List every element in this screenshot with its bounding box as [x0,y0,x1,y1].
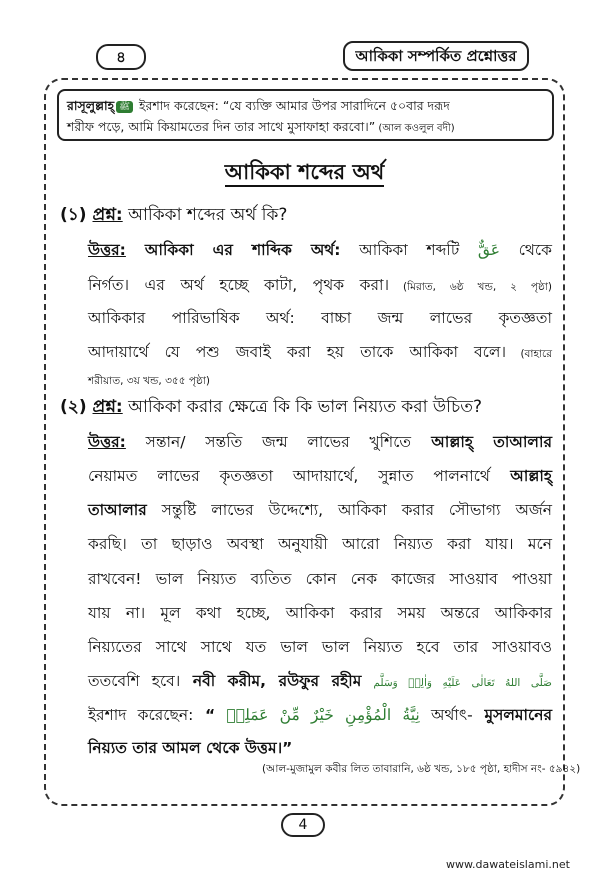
question-1-number: (১) [60,205,87,225]
answer-2-line-7 [88,635,552,661]
answer-2-text-5: রাখবেন! ভাল নিয়্যত ব্যতিত কোন নেক কাজের সাওয়াব পাওয়া [88,570,552,588]
answer-2-line-6 [88,601,552,627]
hadith-lead: রাসূলুল্লাহ্ [67,98,115,113]
answer-1-text-2: নির্গত। এর অর্থ হচ্ছে কাটা, পৃথক করা। [88,276,390,294]
section-title [44,156,565,191]
answer-2-label: উত্তর: [88,433,126,451]
answer-1-line-1 [88,238,552,264]
answer-2-text-4: করছি। তা ছাড়াও অবস্থা অনুযায়ী আরো নিয়্যত করা যায়। মনে [88,535,552,553]
website-url: www.dawateislami.net [446,858,570,871]
answer-2-text-7: নিয়্যতের সাথে সাথে যত ভাল ভাল নিয়্যত হবে তার সাওয়াবও [88,638,552,656]
answer-2-line-8 [88,669,552,695]
answer-2-text-9: ইরশাদ করেছেন: [88,706,194,724]
answer-1-text-3: আকিকার পারিভাষিক অর্থ: বাচ্চা জন্ম লাভের কৃতজ্ঞতা [88,309,552,327]
question-1-text: আকিকা শব্দের অর্থ কি? [122,205,288,225]
answer-2-line-4 [88,532,552,558]
arthat-text: অর্থাৎ- [430,706,473,724]
page-number-badge: ৪ [96,44,146,70]
hadith-text-1: ইরশাদ করেছেন: “যে ব্যক্তি আমার উপর সারাদিনে ৫০বার দরূদ [135,98,450,113]
allah-name-2: আল্লাহ্ [489,467,552,485]
answer-1-ref-1: (মিরাত, ৬ষ্ঠ খন্ড, ২ পৃষ্ঠা) [389,281,552,293]
arabic-root-word: عَقٌّ [477,241,501,259]
answer-2-line-9 [88,703,552,729]
hadith-line-1 [67,95,544,116]
answer-2-text-6: যায় না। মূল কথা হচ্ছে, আকিকা করার সময় অন্তরে আকিকার [88,604,552,622]
answer-1-label: উত্তর: [88,241,126,259]
answer-1-line-4 [88,340,552,366]
answer-1-line-5 [88,370,552,391]
answer-2-line-2 [88,464,552,490]
saw-mark: ﷺ [116,101,133,113]
question-2-number: (২) [60,397,87,417]
hadith-arabic: نِيَّةُ الْمُؤْمِنِ خَيْرٌ مِّنْ عَمَلِهٖ [226,706,420,724]
answer-1-term: আকিকা এর শাব্দিক অর্থ: [125,241,341,259]
hadith-source: (আল কওলুল বদী) [375,123,455,134]
muslim-word: মুসলমানের [472,706,552,724]
book-title: আকিকা সম্পর্কিত প্রশ্নোত্তর [343,41,529,71]
footer-page-number: 4 [281,813,325,837]
answer-2-text-3: সন্তুষ্টি লাভের উদ্দেশ্যে, আকিকা করার সৌভাগ্য অর্জন [146,501,552,519]
answer-1-text-4: আদায়ার্থে যে পশু জবাই করা হয় তাকে আকিকা বলে। [88,343,507,361]
answer-2-text-10: নিয়্যত তার আমল থেকে উত্তম।” [88,739,293,757]
answer-2-text-8: ততবেশি হবে। [88,672,181,690]
question-1-label: প্রশ্ন: [92,205,123,225]
answer-1-line-3 [88,306,552,332]
hadith-line-2 [67,116,544,139]
question-2-label: প্রশ্ন: [92,397,123,417]
allah-name-1: আল্লাহ্ তাআলার [411,433,552,451]
answer-1-line-2 [88,273,552,299]
section-title-text: আকিকা শব্দের অর্থ [225,160,385,187]
question-2-text: আকিকা করার ক্ষেত্রে কি কি ভাল নিয়্যত করা উচিত? [122,397,482,417]
open-quote: “ [193,706,216,724]
hadith-reference: (আল-মুজামুল কবীর লিত তাবারানি, ৬ষ্ঠ খন্ড, ১৮৫ পৃষ্ঠা, হাদীস নং- ৫৯৪২) [262,763,581,775]
answer-1-text-1: আকিকা শব্দটি [340,241,460,259]
hadith-box [57,89,554,141]
answer-2-line-3 [88,498,552,524]
answer-2-line-1 [88,430,552,456]
question-2 [60,394,482,422]
answer-2-text-2: নেয়ামত লাভের কৃতজ্ঞতা আদায়ার্থে, সুন্নাত পালনার্থে [88,467,490,485]
answer-2-line-10 [88,736,552,762]
hadith-text-2: শরীফ পড়ে, আমি কিয়ামতের দিন তার সাথে মুসাফাহা করবো।” [67,119,376,134]
answer-2-text-1: সন্তান/ সন্ততি জন্ম লাভের খুশিতে [125,433,412,451]
question-1 [60,202,287,230]
answer-2-line-5 [88,567,552,593]
answer-1-ref-2b: শরীয়াত, ৩য় খন্ড, ৩৫৫ পৃষ্ঠা) [88,375,210,387]
answer-1-ref-2a: (বাহারে [506,348,553,360]
prophet-title: নবী করীম, রউফুর রহীম [180,672,362,690]
answer-1-text-1-end: থেকে [500,241,552,259]
allah-name-3: তাআলার [88,501,147,519]
salawat-arabic: صَلَّى اللهُ تَعَالٰى عَلَيْهِ وَاٰلِهٖ وَسَلَّم [373,677,552,689]
